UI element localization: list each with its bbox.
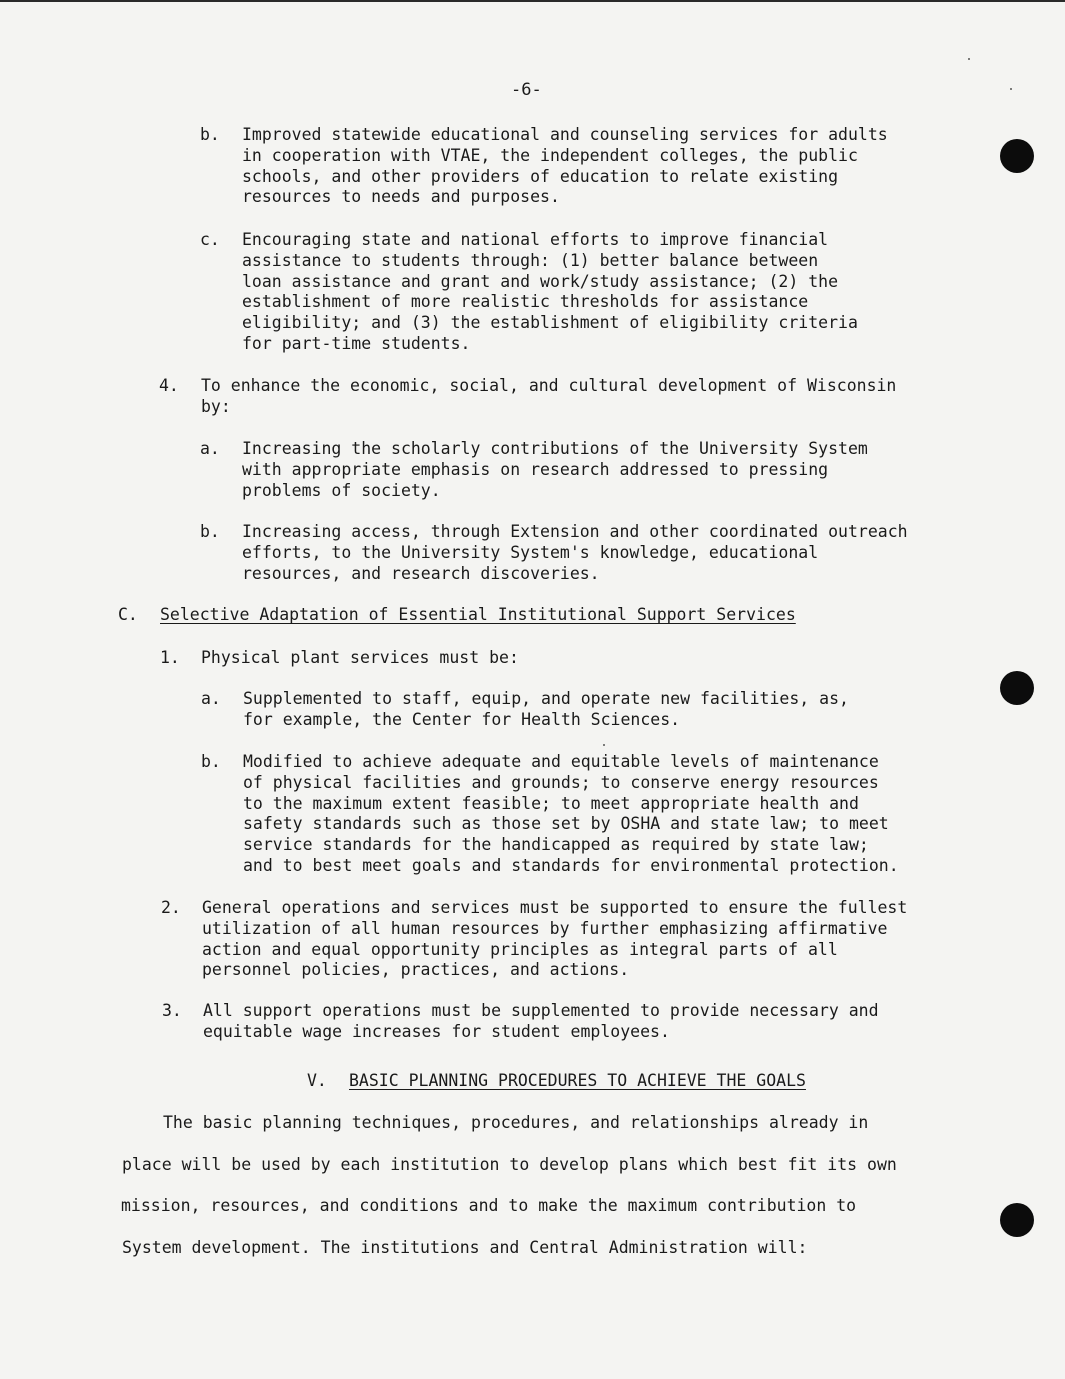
list-item-text: Physical plant services must be: bbox=[201, 648, 519, 667]
text-line: All support operations must be supplemented to provide necessary and bbox=[203, 1001, 879, 1020]
text-line: establishment of more realistic thresholds for assistance bbox=[242, 292, 809, 312]
scan-speck bbox=[1010, 88, 1012, 90]
list-marker: b. bbox=[200, 125, 220, 144]
list-item-text bbox=[243, 752, 899, 877]
text-line: loan assistance and grant and work/study assistance; (2) the bbox=[242, 271, 839, 291]
text-line: for part-time students. bbox=[242, 333, 471, 353]
list-marker: 3. bbox=[162, 1001, 182, 1020]
paragraph-line: mission, resources, and conditions and to make the maximum contribution to bbox=[121, 1196, 857, 1215]
list-marker: a. bbox=[200, 439, 220, 458]
text-line: To enhance the economic, social, and cultural development of Wisconsin bbox=[201, 376, 897, 395]
paragraph-line: System development. The institutions and Central Administration will: bbox=[122, 1238, 808, 1257]
text-line: safety standards such as those set by OSHA and state law; to meet bbox=[243, 814, 889, 834]
text-line: Increasing the scholarly contributions of the University System bbox=[242, 439, 868, 458]
list-marker: b. bbox=[201, 752, 221, 771]
list-item-text bbox=[242, 522, 908, 584]
paragraph-line: The basic planning techniques, procedures, and relationships already in bbox=[163, 1113, 869, 1132]
section-marker: V. bbox=[307, 1071, 327, 1090]
text-line: Increasing access, through Extension and other coordinated outreach bbox=[242, 522, 908, 541]
text-line: problems of society. bbox=[242, 480, 441, 500]
page-top-edge bbox=[0, 0, 1065, 2]
text-line: service standards for the handicapped as required by state law; bbox=[243, 835, 869, 855]
section-heading: BASIC PLANNING PROCEDURES TO ACHIEVE THE GOALS bbox=[349, 1071, 806, 1090]
text-line: resources to needs and purposes. bbox=[242, 187, 560, 207]
text-line: Supplemented to staff, equip, and operate new facilities, as, bbox=[243, 689, 849, 708]
punch-hole bbox=[1000, 671, 1034, 705]
text-line: efforts, to the University System's knowledge, educational bbox=[242, 542, 819, 562]
text-line: action and equal opportunity principles as integral parts of all bbox=[202, 939, 838, 959]
list-item-text bbox=[242, 125, 888, 208]
text-line: Modified to achieve adequate and equitable levels of maintenance bbox=[243, 752, 879, 771]
list-marker: 1. bbox=[160, 648, 180, 667]
list-marker: c. bbox=[200, 230, 220, 249]
list-marker: b. bbox=[200, 522, 220, 541]
text-line: and to best meet goals and standards for environmental protection. bbox=[243, 855, 899, 875]
scan-speck bbox=[603, 744, 605, 746]
text-line: eligibility; and (3) the establishment of eligibility criteria bbox=[242, 313, 858, 333]
text-line: with appropriate emphasis on research addressed to pressing bbox=[242, 459, 829, 479]
punch-hole bbox=[1000, 139, 1034, 173]
punch-hole bbox=[1000, 1203, 1034, 1237]
list-item-text bbox=[242, 439, 868, 501]
text-line: in cooperation with VTAE, the independent colleges, the public bbox=[242, 145, 858, 165]
text-line: resources, and research discoveries. bbox=[242, 563, 600, 583]
text-line: by: bbox=[201, 396, 231, 416]
list-marker: 2. bbox=[161, 898, 181, 917]
list-marker: 4. bbox=[159, 376, 179, 395]
list-item-text bbox=[201, 376, 896, 418]
text-line: utilization of all human resources by further emphasizing affirmative bbox=[202, 918, 888, 938]
list-item-text bbox=[203, 1001, 879, 1043]
text-line: Encouraging state and national efforts to improve financial bbox=[242, 230, 829, 249]
text-line: equitable wage increases for student employees. bbox=[203, 1021, 670, 1041]
list-item-text bbox=[243, 689, 849, 731]
text-line: schools, and other providers of education to relate existing bbox=[242, 166, 839, 186]
text-line: to the maximum extent feasible; to meet appropriate health and bbox=[243, 793, 859, 813]
list-item-text bbox=[242, 230, 858, 355]
scan-speck bbox=[968, 58, 970, 60]
text-line: Improved statewide educational and counseling services for adults bbox=[242, 125, 888, 144]
text-line: personnel policies, practices, and actions. bbox=[202, 960, 630, 980]
text-line: for example, the Center for Health Sciences. bbox=[243, 709, 681, 729]
paragraph-line: place will be used by each institution to develop plans which best fit its own bbox=[122, 1155, 897, 1174]
list-item-text bbox=[202, 898, 907, 981]
text-line: of physical facilities and grounds; to conserve energy resources bbox=[243, 772, 879, 792]
list-marker: a. bbox=[201, 689, 221, 708]
section-marker: C. bbox=[118, 605, 138, 624]
page-number: -6- bbox=[511, 80, 542, 100]
text-line: assistance to students through: (1) better balance between bbox=[242, 250, 819, 270]
text-line: General operations and services must be supported to ensure the fullest bbox=[202, 898, 908, 917]
section-heading: Selective Adaptation of Essential Institutional Support Services bbox=[160, 605, 796, 624]
